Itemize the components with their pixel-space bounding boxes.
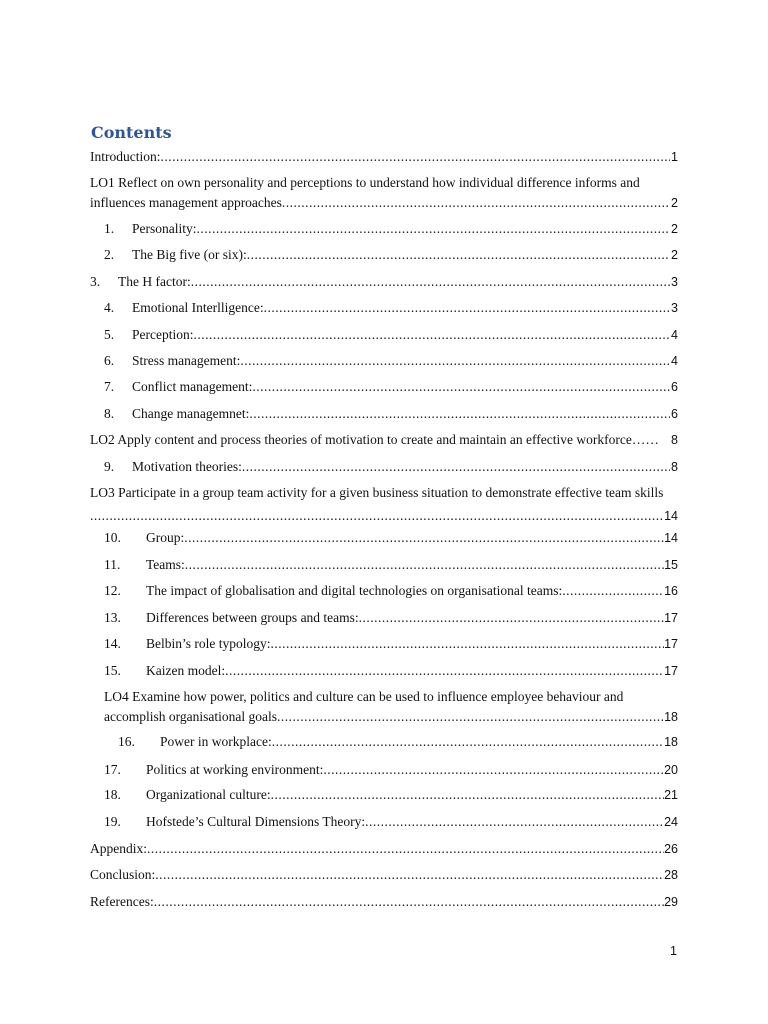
dot-leader (197, 219, 671, 239)
toc-entry-title: Organizational culture: (146, 787, 271, 802)
contents-heading: Contents (91, 123, 172, 142)
toc-entry-lo4[interactable] (104, 687, 678, 727)
toc-entry-big-five[interactable] (90, 245, 678, 265)
toc-entry-number: 17. (104, 762, 121, 777)
toc-page-number: 3 (671, 301, 678, 315)
toc-page-number: 2 (671, 222, 678, 236)
toc-entry-number: 14. (104, 636, 121, 651)
toc-entry-belbin[interactable] (90, 634, 678, 654)
toc-entry-title: LO3 Participate in a group team activity for a given business situation to demonstrate effective team skills (90, 485, 664, 500)
toc-entry-number: 10. (104, 530, 121, 545)
toc-page-number: 17 (664, 611, 678, 625)
toc-page-number: 14 (664, 531, 678, 545)
dot-leader (282, 193, 670, 213)
dot-leader (277, 707, 664, 727)
dot-leader (185, 555, 664, 575)
toc-entry-groups-vs-teams[interactable] (90, 608, 678, 628)
toc-page-number: 3 (671, 275, 678, 289)
page-number-footer: 1 (670, 944, 677, 958)
toc-entry-title: Kaizen model: (146, 663, 226, 678)
toc-page-number: 24 (664, 815, 678, 829)
toc-entry-number: 11. (104, 557, 121, 572)
dot-leader (154, 892, 664, 912)
toc-entry-title: Motivation theories: (132, 459, 242, 474)
toc-page-number: 8 (671, 433, 678, 447)
toc-page-number: 8 (671, 460, 678, 474)
toc-entry-emotional-intelligence[interactable] (90, 298, 678, 318)
toc-entry-title: Power in workplace: (160, 734, 272, 749)
dot-leader (240, 351, 670, 371)
dot-leader (161, 147, 671, 167)
dot-leader (191, 272, 670, 292)
toc-page-number: 1 (671, 150, 678, 164)
toc-entry-title: Conflict management: (132, 379, 253, 394)
toc-page-number: 4 (671, 354, 678, 368)
toc-entry-number: 5. (104, 327, 115, 342)
dot-leader (359, 608, 664, 628)
toc-entry-number: 15. (104, 663, 121, 678)
toc-entry-title: LO4 Examine how power, politics and culture can be used to influence employee behaviour and (104, 689, 624, 704)
toc-entry-title: LO1 Reflect on own personality and perceptions to understand how individual difference informs and (90, 175, 640, 190)
toc-entry-number: 19. (104, 814, 121, 829)
toc-page-number: 29 (664, 895, 678, 909)
toc-page-number: 28 (664, 868, 678, 882)
toc-page-number: 26 (664, 842, 678, 856)
toc-entry-title: LO2 Apply content and process theories of motivation to create and maintain an effective workforce (90, 432, 632, 447)
toc-entry-title: Emotional Interlligence: (132, 300, 264, 315)
toc-entry-number: 7. (104, 379, 115, 394)
toc-entry-lo1[interactable] (90, 173, 678, 213)
toc-entry-title: References: (90, 894, 154, 909)
toc-entry-lo2[interactable] (90, 430, 678, 450)
toc-page-number: 17 (664, 637, 678, 651)
dot-leader (365, 812, 664, 832)
toc-entry-title: Personality: (132, 221, 197, 236)
toc-page-number: 14 (664, 509, 678, 523)
dot-leader (271, 785, 665, 805)
toc-entry-globalisation-impact[interactable] (90, 581, 678, 601)
dot-leader (193, 325, 670, 345)
toc-entry-number: 6. (104, 353, 115, 368)
toc-entry-title: Hofstede’s Cultural Dimensions Theory: (146, 814, 366, 829)
toc-entry-title: Group: (146, 530, 185, 545)
toc-entry-power[interactable] (90, 732, 678, 752)
toc-entry-title: Politics at working environment: (146, 762, 324, 777)
toc-page-number: 4 (671, 328, 678, 342)
toc-entry-title: Stress management: (132, 353, 241, 368)
toc-page-number: 18 (664, 710, 678, 724)
dot-leader (225, 661, 664, 681)
toc-entry-number: 8. (104, 406, 115, 421)
toc-entry-stress-management[interactable] (90, 351, 678, 371)
toc-entry-title: Introduction: (90, 149, 161, 164)
toc-entry-teams[interactable] (90, 555, 678, 575)
toc-entry-number: 2. (104, 247, 115, 262)
dot-leader (264, 298, 670, 318)
dot-leader (90, 506, 664, 526)
dot-leader (184, 528, 664, 548)
toc-page-number: 2 (671, 248, 678, 262)
toc-entry-kaizen[interactable] (90, 661, 678, 681)
toc-entry-motivation-theories[interactable] (90, 457, 678, 477)
toc-entry-title: Teams: (146, 557, 185, 572)
toc-entry-change-management[interactable] (90, 404, 678, 424)
toc-entry-appendix[interactable] (90, 839, 678, 859)
toc-entry-title: Perception: (132, 327, 194, 342)
toc-entry-number: 18. (104, 787, 121, 802)
toc-entry-number: 4. (104, 300, 115, 315)
toc-page-number: 6 (671, 407, 678, 421)
toc-entry-number: 1. (104, 221, 115, 236)
toc-page-number: 21 (664, 788, 678, 802)
dot-leader (632, 430, 670, 450)
toc-page-number: 17 (664, 664, 678, 678)
toc-page-number: 2 (671, 196, 678, 210)
toc-entry-title: Belbin’s role typology: (146, 636, 271, 651)
toc-entry-title: Change managemnet: (132, 406, 250, 421)
toc-entry-references[interactable] (90, 892, 678, 912)
dot-leader (252, 377, 670, 397)
dot-leader (155, 865, 664, 885)
toc-entry-perception[interactable] (90, 325, 678, 345)
toc-entry-title: The impact of globalisation and digital technologies on organisational teams: (146, 583, 563, 598)
dot-leader (249, 404, 670, 424)
toc-page-number: 16 (664, 584, 678, 598)
dot-leader (147, 839, 664, 859)
dot-leader (247, 245, 670, 265)
toc-entry-title: Differences between groups and teams: (146, 610, 359, 625)
dot-leader (562, 581, 664, 601)
toc-entry-title: The H factor: (118, 274, 191, 289)
toc-page-number: 20 (664, 763, 678, 777)
toc-entry-number: 3. (90, 274, 101, 289)
dot-leader (242, 457, 670, 477)
dot-leader (323, 760, 664, 780)
toc-entry-hofstede[interactable] (90, 812, 678, 832)
toc-entry-group[interactable] (90, 528, 678, 548)
toc-page-number: 6 (671, 380, 678, 394)
toc-entry-title: Conclusion: (90, 867, 156, 882)
toc-entry-personality[interactable] (90, 219, 678, 239)
toc-entry-conflict-management[interactable] (90, 377, 678, 397)
toc-entry-number: 9. (104, 459, 115, 474)
toc-entry-title-continued: accomplish organisational goals (104, 709, 277, 724)
toc-entry-conclusion[interactable] (90, 865, 678, 885)
toc-entry-title: The Big five (or six): (132, 247, 247, 262)
toc-entry-introduction[interactable] (90, 147, 678, 167)
toc-entry-number: 12. (104, 583, 121, 598)
toc-entry-number: 13. (104, 610, 121, 625)
dot-leader (271, 634, 665, 654)
toc-entry-organizational-culture[interactable] (90, 785, 678, 805)
toc-entry-h-factor[interactable] (90, 272, 678, 292)
toc-entry-politics[interactable] (90, 760, 678, 780)
toc-entry-number: 16. (118, 734, 135, 749)
toc-entry-lo3[interactable] (90, 483, 678, 526)
toc-entry-title: Appendix: (90, 841, 147, 856)
toc-page-number: 15 (664, 558, 678, 572)
dot-leader (272, 732, 664, 752)
toc-entry-title-continued: influences management approaches (90, 195, 282, 210)
toc-page-number: 18 (664, 735, 678, 749)
